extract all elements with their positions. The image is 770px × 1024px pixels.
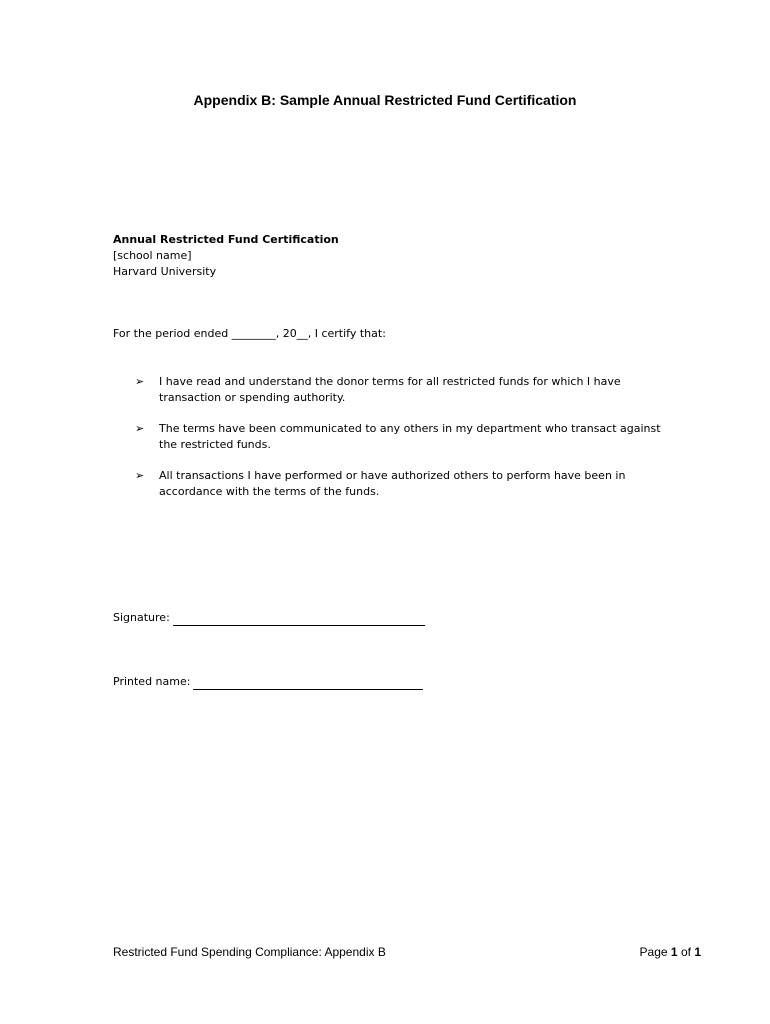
printed-name-field[interactable] <box>193 677 423 690</box>
signature-field[interactable] <box>173 613 425 626</box>
footer-title: Restricted Fund Spending Compliance: Appendix B <box>113 945 386 959</box>
page-prefix: Page <box>639 945 668 959</box>
page-of: of <box>680 945 691 959</box>
list-item <box>135 374 665 406</box>
page-current: 1 <box>670 945 678 959</box>
period-statement: For the period ended ________, 20__, I certify that: <box>113 327 386 340</box>
page-title: Appendix B: Sample Annual Restricted Fund Certification <box>193 92 577 108</box>
signature-label: Signature: <box>113 611 170 624</box>
printed-name-row <box>113 674 423 690</box>
arrow-bullet-icon: ➢ <box>135 375 145 388</box>
list-item-text: The terms have been communicated to any others in my department who transact against the restricted funds. <box>159 422 661 451</box>
list-item <box>135 421 665 453</box>
signature-row <box>113 610 425 626</box>
list-item-text: All transactions I have performed or have authorized others to perform have been in accordance with the terms of the funds. <box>159 469 626 498</box>
printed-name-label: Printed name: <box>113 675 191 688</box>
certification-heading: Annual Restricted Fund Certification <box>113 233 339 246</box>
arrow-bullet-icon: ➢ <box>135 422 145 435</box>
certification-list <box>135 374 665 515</box>
list-item <box>135 468 665 500</box>
certification-block <box>113 232 339 280</box>
list-item-text: I have read and understand the donor terms for all restricted funds for which I have transaction or spending authority. <box>159 375 621 404</box>
school-name: [school name] <box>113 249 192 262</box>
arrow-bullet-icon: ➢ <box>135 469 145 482</box>
university-name: Harvard University <box>113 265 217 278</box>
page-total: 1 <box>694 945 701 959</box>
page-number <box>640 945 701 959</box>
